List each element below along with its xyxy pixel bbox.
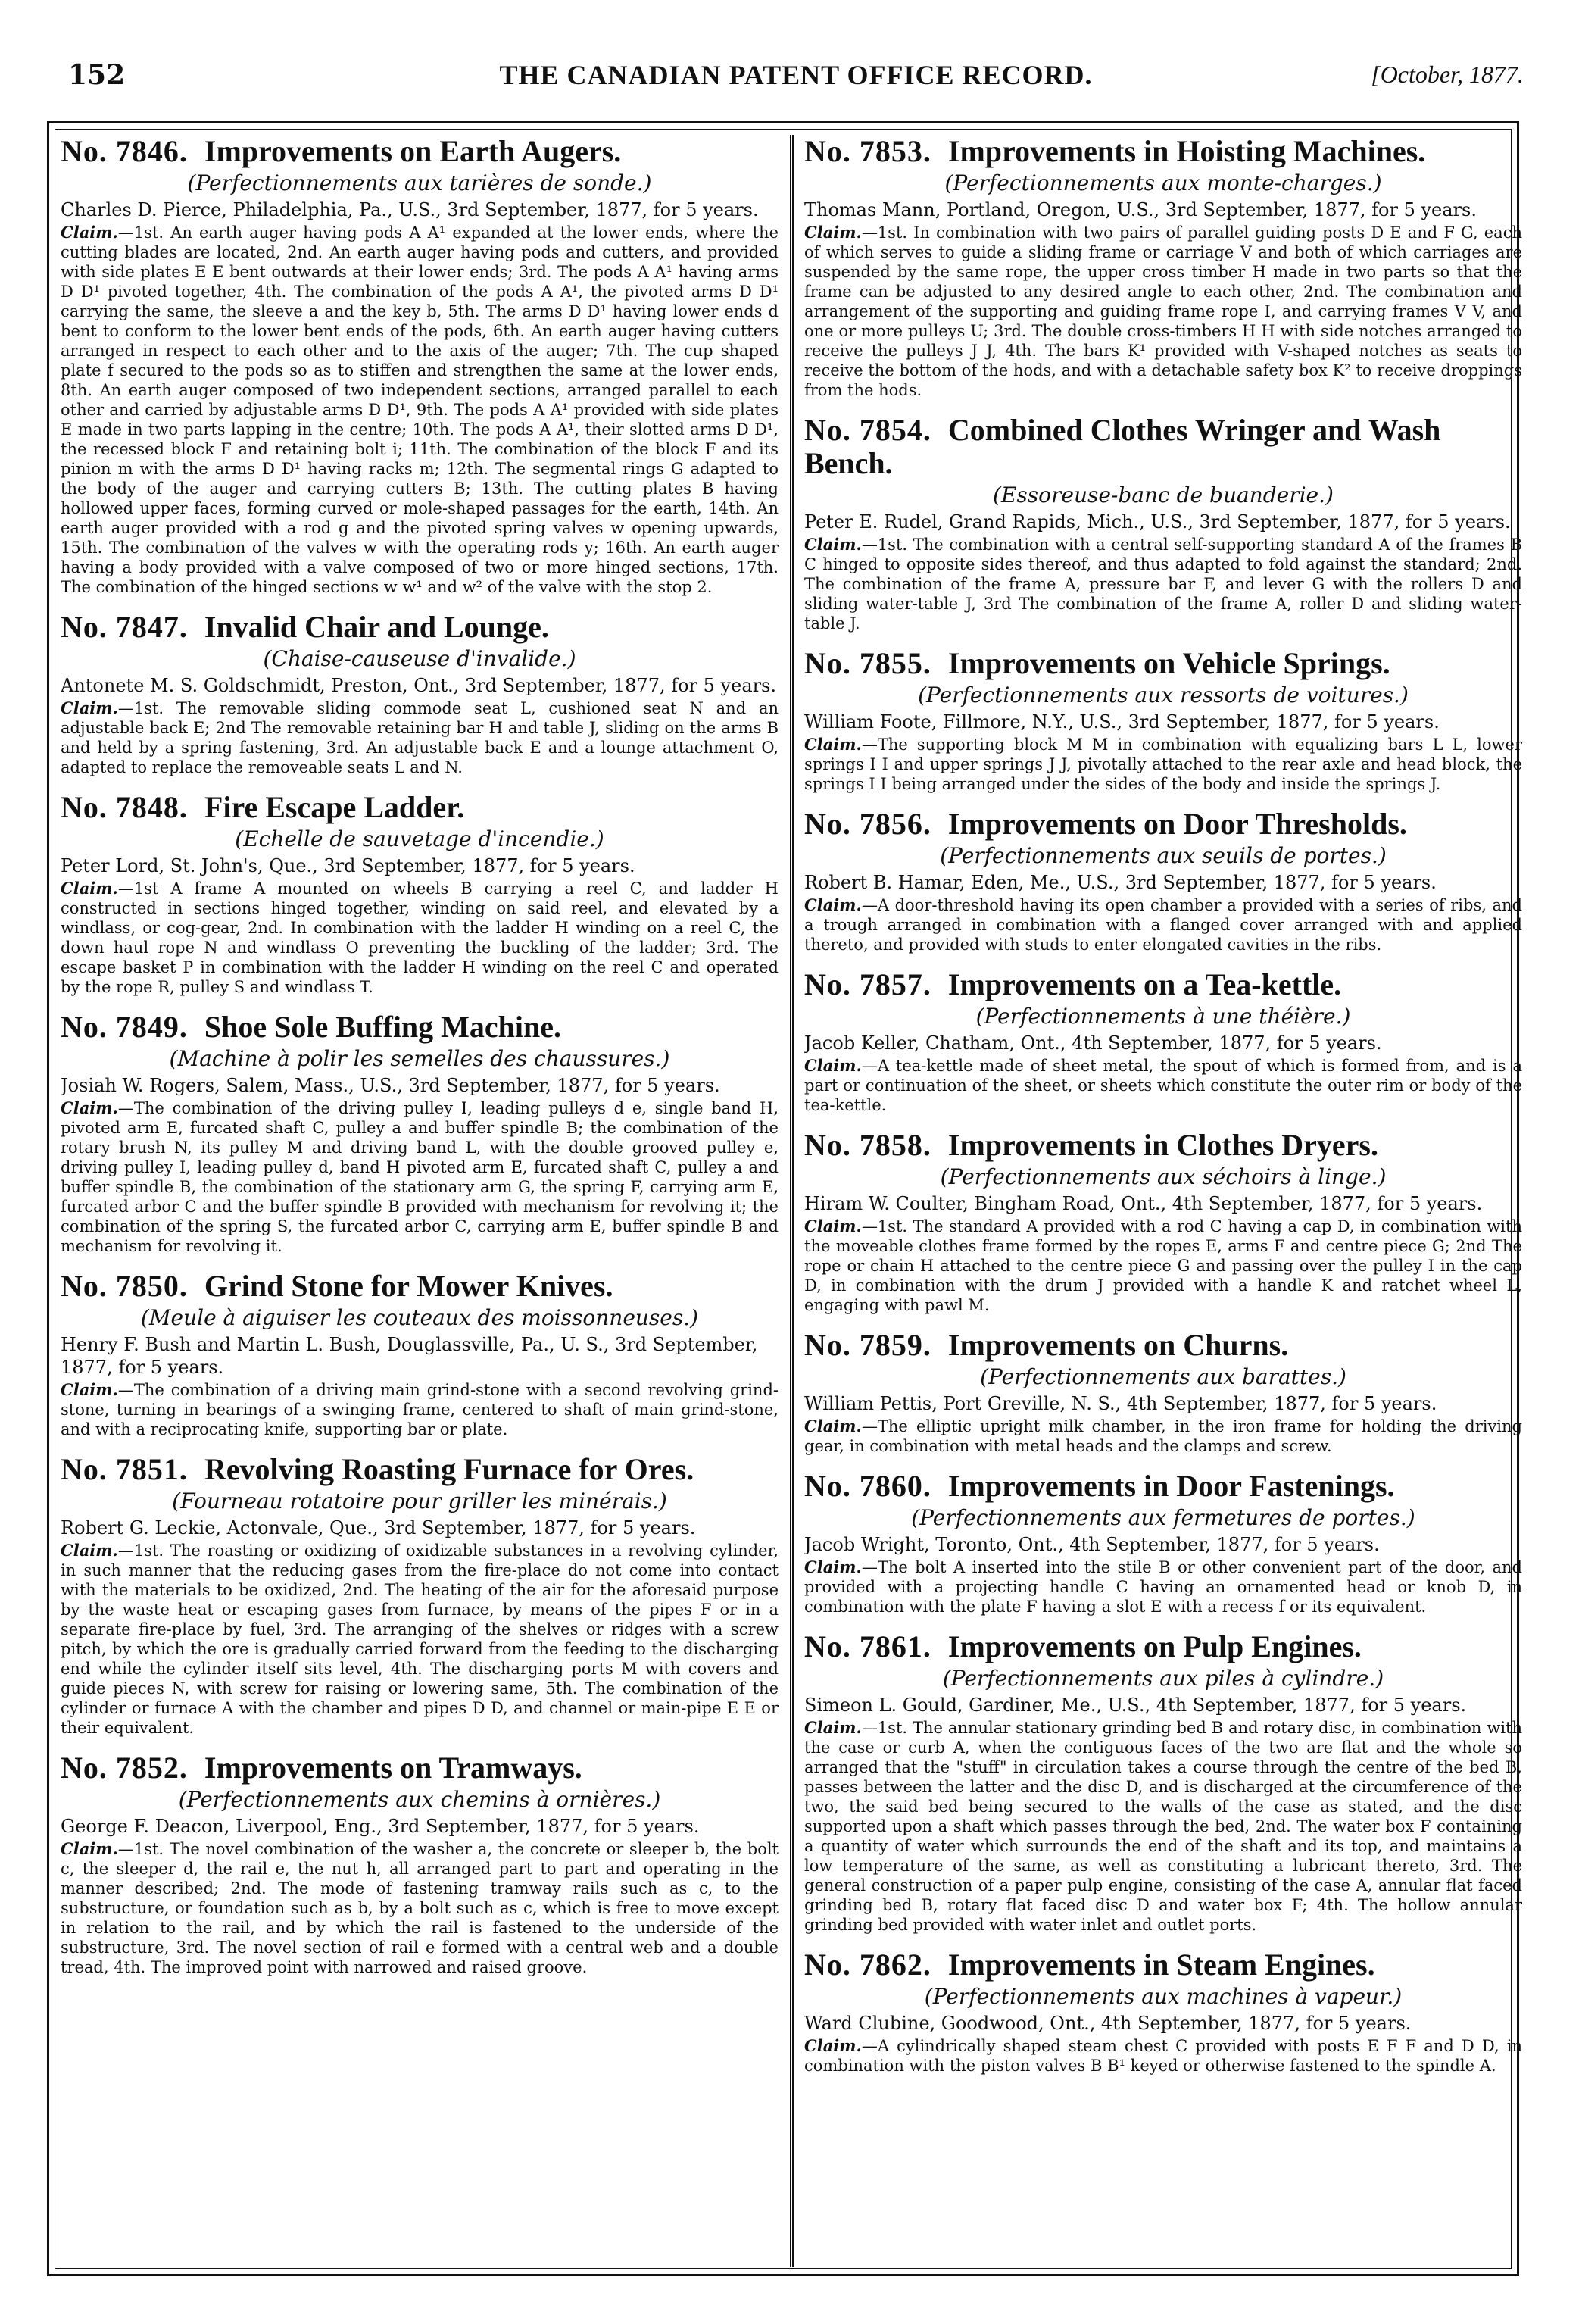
patent-number: No. 7854. [804,413,931,447]
claim-text [804,1056,1522,1115]
right-column [804,135,1522,2263]
french-title: (Echelle de sauvetage d'incendie.) [235,826,604,851]
patent-heading [804,968,1522,1001]
claim-label: Claim. [804,895,862,914]
claim-text [804,895,1522,954]
patentee-reference: Josiah W. Rogers, Salem, Mass., U.S., 3rd September, 1877, for 5 years. [61,1075,720,1096]
patent-number: No. 7848. [61,790,188,824]
french-title: (Perfectionnements aux machines à vapeur.) [924,1984,1403,2009]
patent-entry [804,1129,1522,1315]
claim-text [804,1417,1522,1456]
page-header [68,59,1524,102]
column-divider [790,135,794,2267]
patentee-reference: Jacob Wright, Toronto, Ont., 4th September, 1877, for 5 years. [804,1534,1380,1555]
issue-date: [October, 1877. [1371,61,1524,88]
patent-heading [804,1470,1522,1503]
patentee-reference: George F. Deacon, Liverpool, Eng., 3rd September, 1877, for 5 years. [61,1816,700,1837]
patent-title: Improvements on a Tea-kettle. [947,967,1342,1001]
french-title: (Fourneau rotatoire pour griller les minérais.) [172,1488,667,1513]
patent-title: Combined Clothes Wringer and Wash Bench. [804,413,1441,480]
patent-title: Improvements on Tramways. [204,1751,582,1785]
claim-body: —1st. An earth auger having pods A A¹ expanded at the lower ends, where the cutting blades are located, 2nd. An earth auger having pods and cutters, and provided with side plates E E bent outwards at their lower ends; 3rd. The pods A A¹ having arms D D¹ pivoted together, 4th. The combination of the pods A A¹, the pivoted arms D D¹ carrying the same, the sleeve a and the key b, 5th. The arms D D¹ having lower ends d bent to conform to the lower bent ends of the pods, 6th. An earth auger having cutters arranged in respect to each other and to the axis of the auger; 7th. The cup shaped plate f secured to the pods so as to stiffen and strengthen the same at the lower ends, 8th. An earth auger composed of two independent sections, arranged parallel to each other and carried by adjustable arms D D¹, 9th. The pods A A¹ provided with side plates E made in two parts lapping in the centre; 10th. The pods A A¹, their slotted arms D D¹, the recessed block F and retaining bolt i; 11th. The combination of the block F and its pinion m with the arms D D¹ having racks m; 12th. The segmental rings G adapted to the body of the auger and carrying cutters B; 13th. The cutting plates B having hollowed upper faces, forming curved or mole-shaped passages for the earth, 14th. An earth auger provided with a rod g and the pivoted spring valves w opening upwards, 15th. The combination of the valves w with the operating rods y; 16th. An earth auger having a body provided with a valve composed of two or more hinged sections, 17th. The combination of the hinged sections w w¹ and w² of the valve with the stop 2. [61,223,779,596]
claim-label: Claim. [804,535,862,554]
french-title: (Perfectionnements aux piles à cylindre.) [942,1666,1384,1691]
french-title: (Meule à aiguiser les couteaux des moissonneuses.) [140,1305,699,1330]
claim-text [61,223,779,597]
patent-number: No. 7857. [804,967,931,1001]
patent-entry [61,1751,779,1977]
french-title: (Perfectionnements aux tarières de sonde.) [187,170,652,195]
patentee-reference: Peter Lord, St. John's, Que., 3rd September, 1877, for 5 years. [61,855,635,876]
patentee-reference: Charles D. Pierce, Philadelphia, Pa., U.S., 3rd September, 1877, for 5 years. [61,199,759,220]
patent-heading [61,1453,779,1486]
claim-body: —A cylindrically shaped steam chest C provided with posts E F F and D D, in combination with the piston valves B B¹ keyed or otherwise fastened to the spindle A. [804,2037,1522,2075]
claim-body: —1st. The annular stationary grinding bed B and rotary disc, in combination with the case or curb A, when the contiguous faces of the two are flat and the whole so arranged that the "stuff" in circulation takes a course through the centre of the bed B, passes between the latter and the disc D, and is discharged at the circumference of the two, the said bed being secured to the walls of the case as stated, and the disc supported upon a shaft which passes through the bed, 2nd. The water box F containing a quantity of water which surrounds the end of the shaft and its top, and maintains a low temperature of the same, as well as constituting a lubricant thereto, 3rd. The general construction of a paper pulp engine, consisting of the case A, annular flat faced grinding bed B, rotary flat faced disc D and water box F; 4th. The hollow annular grinding bed provided with water inlet and outlet ports. [804,1719,1522,1934]
patent-title: Grind Stone for Mower Knives. [204,1269,613,1303]
patent-entry [61,791,779,997]
claim-text [61,1541,779,1738]
claim-label: Claim. [804,735,862,754]
french-title: (Machine à polir les semelles des chaussures.) [169,1046,670,1071]
patent-number: No. 7846. [61,135,188,168]
patent-entry [61,1270,779,1439]
claim-body: —The elliptic upright milk chamber, in the iron frame for holding the driving gear, in combination with metal heads and the clamps and screw. [804,1417,1522,1455]
claim-body: —The supporting block M M in combination with equalizing bars L L, lower springs I I and upper springs J J, pivotally attached to the rear axle and head block, the springs I I being arranged under the sides of the body and inside the springs J. [804,736,1522,793]
patent-entry [61,611,779,777]
patentee-reference: Henry F. Bush and Martin L. Bush, Douglassville, Pa., U. S., 3rd September, 1877, for 5 years. [61,1334,758,1378]
french-title: (Perfectionnements aux chemins à ornières.) [178,1787,661,1812]
patent-number: No. 7858. [804,1128,931,1162]
french-title: (Perfectionnements aux seuils de portes.) [940,843,1387,868]
patent-title: Fire Escape Ladder. [204,790,465,824]
claim-body: —The bolt A inserted into the stile B or other convenient part of the door, and provided with a projecting handle C having an ornamented head or knob D, in combination with the plate F having a slot E with a recess f or its equivalent. [804,1558,1522,1616]
patent-heading [804,135,1522,168]
patentee-reference: Robert B. Hamar, Eden, Me., U.S., 3rd September, 1877, for 5 years. [804,872,1437,893]
claim-label: Claim. [804,223,862,242]
patent-title: Improvements on Door Thresholds. [947,807,1407,841]
claim-label: Claim. [61,1098,118,1117]
patent-heading [61,611,779,644]
claim-body: —The combination of the driving pulley I, leading pulleys d e, single band H, pivoted arm E, furcated shaft C, pulley a and buffer spindle B; the combination of the rotary brush N, its pulley M and driving band L, with the double grooved pulley e, driving pulley I, leading pulley d, band H pivoted arm E, furcated shaft C, pulley a and buffer spindle B, the combination of the stationary arm G, the spring F, carrying arm E, furcated arbor C and the buffer spindle B provided with mechanism for revolving it; the combination of the spring S, the furcated arbor C, carrying arm E, buffer spindle B and mechanism for revolving it. [61,1099,779,1255]
patent-entry [61,135,779,597]
page-number: 152 [68,59,126,91]
patent-number: No. 7849. [61,1010,188,1044]
claim-label: Claim. [804,2036,862,2055]
claim-label: Claim. [804,1557,862,1576]
patent-heading [61,1751,779,1785]
claim-label: Claim. [61,223,118,242]
patent-number: No. 7855. [804,646,931,680]
french-title: (Perfectionnements à une théière.) [975,1004,1351,1029]
patent-heading [804,1630,1522,1663]
claim-label: Claim. [804,1417,862,1435]
claim-text [61,879,779,997]
claim-label: Claim. [61,698,118,717]
patent-entry [804,1630,1522,1935]
patent-title: Improvements on Pulp Engines. [947,1629,1362,1663]
patent-number: No. 7853. [804,135,931,168]
patent-number: No. 7852. [61,1751,188,1785]
patent-title: Improvements on Vehicle Springs. [947,646,1390,680]
patent-title: Invalid Chair and Lounge. [204,610,549,644]
patentee-reference: Hiram W. Coulter, Bingham Road, Ont., 4th September, 1877, for 5 years. [804,1193,1483,1214]
patent-heading [804,647,1522,680]
claim-body: —1st. In combination with two pairs of parallel guiding posts D E and F G, each of which serves to guide a sliding frame or carriage V and both of which carriages are suspended by the same rope, the upper cross timber H made in two parts so that the frame can be adjusted to any desired angle to each other, 2nd. The combination and arrangement of the supporting and guiding frame rope I, and carrying frames V V, and one or more pulleys U; 3rd. The double cross-timbers H H with side notches arranged to receive the pulleys J J, 4th. The bars K¹ provided with V-shaped notches as seats to receive the bottom of the hods, and with a detachable safety box K² to receive droppings from the hods. [804,223,1522,399]
patent-number: No. 7861. [804,1629,931,1663]
claim-body: —1st. The standard A provided with a rod C having a cap D, in combination with the moveable clothes frame formed by the ropes E, arms F and centre piece G; 2nd The rope or chain H attached to the centre piece G and passing over the pulley I in the cap D, in combination with the drum J provided with a handle K and ratchet wheel L, engaging with pawl M. [804,1217,1522,1314]
patent-heading [61,1011,779,1044]
patent-title: Improvements on Earth Augers. [204,135,622,168]
claim-label: Claim. [804,1718,862,1737]
claim-text [61,1098,779,1256]
claim-body: —1st. The roasting or oxidizing of oxidizable substances in a revolving cylinder, in such manner that the reducing gases from the fire-place do not come into contact with the materials to be oxidized, 2nd. The heating of the air for the aforesaid purpose by the waste heat or escaping gases from furnace, by means of the pipes F or in a separate fire-place by fuel, 3rd. The arranging of the shelves or ridges with a screw pitch, by which the ore is gradually carried forward from the feeding to the discharging end while the cylinder itself sits level, 4th. The discharging ports M with covers and guide pieces N, with screw for raising or lowering same, 5th. The combination of the cylinder or furnace A with the chamber and pipes D D, and channel or main-pipe E E or their equivalent. [61,1542,779,1737]
patent-heading [61,135,779,168]
claim-text [804,2036,1522,2076]
patent-heading [804,1329,1522,1362]
patent-entry [61,1453,779,1738]
french-title: (Perfectionnements aux barattes.) [980,1364,1346,1389]
patentee-reference: Simeon L. Gould, Gardiner, Me., U.S., 4th September, 1877, for 5 years. [804,1695,1467,1716]
claim-body: —The combination of a driving main grind-stone with a second revolving grind-stone, turning in bearings of a swinging frame, centered to shaft of main grind-stone, and with a reciprocating knife, supporting bar or plate. [61,1381,779,1438]
patent-heading [804,414,1522,480]
patentee-reference: Robert G. Leckie, Actonvale, Que., 3rd September, 1877, for 5 years. [61,1517,696,1538]
patentee-reference: William Pettis, Port Greville, N. S., 4th September, 1877, for 5 years. [804,1393,1437,1414]
french-title: (Perfectionnements aux monte-charges.) [944,170,1382,195]
patent-title: Shoe Sole Buffing Machine. [204,1010,562,1044]
patent-entry [61,1011,779,1256]
patent-heading [61,791,779,824]
claim-label: Claim. [61,1541,118,1560]
claim-label: Claim. [61,879,118,898]
patent-entry [804,968,1522,1115]
french-title: (Perfectionnements aux séchoirs à linge.) [940,1164,1387,1189]
claim-text [61,698,779,777]
left-column [61,135,779,2263]
patent-title: Revolving Roasting Furnace for Ores. [204,1452,694,1486]
patentee-reference: Ward Clubine, Goodwood, Ont., 4th September, 1877, for 5 years. [804,2013,1412,2034]
patent-entry [804,135,1522,400]
patent-title: Improvements in Door Fastenings. [947,1469,1395,1503]
claim-body: —1st. The novel combination of the washer a, the concrete or sleeper b, the bolt c, the sleeper d, the rail e, the nut h, all arranged part to part and operating in the manner described; 2nd. The mode of fastening tramway rails such as c, to the substructure, or foundation such as b, by a bolt such as c, which is free to move except in relation to the rail, and by which the rail is fastened to the underside of the substructure, 3rd. The novel section of rail e formed with a central web and a double tread, 4th. The improved point with narrowed and raised groove. [61,1840,779,1976]
claim-label: Claim. [804,1056,862,1075]
claim-body: —A tea-kettle made of sheet metal, the spout of which is formed from, and is a part or continuation of the sheet, or sheets which constitute the outer rim or body of the tea-kettle. [804,1057,1522,1114]
patentee-reference: Antonete M. S. Goldschmidt, Preston, Ont., 3rd September, 1877, for 5 years. [61,675,777,696]
patent-heading [804,1129,1522,1162]
patent-title: Improvements in Clothes Dryers. [947,1128,1378,1162]
patent-number: No. 7856. [804,807,931,841]
claim-text [61,1839,779,1977]
patent-entry [804,414,1522,633]
patent-heading [61,1270,779,1303]
french-title: (Perfectionnements aux ressorts de voitures.) [918,683,1409,708]
claim-text [804,1718,1522,1935]
patent-number: No. 7862. [804,1948,931,1982]
patent-heading [804,1948,1522,1982]
patent-heading [804,807,1522,841]
claim-body: —1st. The combination with a central self-supporting standard A of the frames B C hinged to opposite sides thereof, and thus adapted to fold against the standard; 2nd. The combination of the frame A, pressure bar F, and lever G with the rollers D and sliding water-table J, 3rd The combination of the frame A, roller D and sliding water-table J. [804,536,1522,633]
patent-entry [804,1470,1522,1616]
patent-title: Improvements on Churns. [947,1328,1289,1362]
patent-number: No. 7859. [804,1328,931,1362]
french-title: (Chaise-causeuse d'invalide.) [263,646,576,671]
patentee-reference: Peter E. Rudel, Grand Rapids, Mich., U.S., 3rd September, 1877, for 5 years. [804,511,1511,533]
claim-text [61,1380,779,1439]
patent-entry [804,1948,1522,2076]
claim-text [804,223,1522,400]
french-title: (Perfectionnements aux fermetures de portes.) [911,1505,1415,1530]
patent-entry [804,647,1522,794]
patent-entry [804,807,1522,954]
claim-text [804,535,1522,633]
patentee-reference: Jacob Keller, Chatham, Ont., 4th September, 1877, for 5 years. [804,1032,1382,1054]
french-title: (Essoreuse-banc de buanderie.) [993,483,1334,508]
patent-number: No. 7847. [61,610,188,644]
patent-entry [804,1329,1522,1456]
claim-text [804,1557,1522,1616]
claim-label: Claim. [61,1839,118,1858]
claim-body: —A door-threshold having its open chamber a provided with a series of ribs, and a trough arranged in combination with a flanged cover arranged with and applied thereto, and provided with studs to enter elongated cavities in the ribs. [804,896,1522,954]
patent-title: Improvements in Hoisting Machines. [947,135,1426,168]
patent-number: No. 7851. [61,1452,188,1486]
claim-text [804,735,1522,794]
patentee-reference: William Foote, Fillmore, N.Y., U.S., 3rd September, 1877, for 5 years. [804,711,1440,732]
claim-label: Claim. [804,1217,862,1235]
claim-text [804,1217,1522,1315]
claim-label: Claim. [61,1380,118,1399]
publication-title: THE CANADIAN PATENT OFFICE RECORD. [499,60,1093,90]
claim-body: —1st A frame A mounted on wheels B carrying a reel C, and ladder H constructed in sections hinged together, winding on said reel, and elevated by a windlass, or cog-gear, 2nd. In combination with the ladder H winding on a reel C, the down haul rope N and windlass O preventing the buckling of the ladder; 3rd. The escape basket P in combination with the ladder H winding on the reel C and operated by the rope R, pulley S and windlass T. [61,879,779,996]
patent-number: No. 7850. [61,1269,188,1303]
patentee-reference: Thomas Mann, Portland, Oregon, U.S., 3rd September, 1877, for 5 years. [804,199,1477,220]
patent-number: No. 7860. [804,1469,931,1503]
patent-title: Improvements in Steam Engines. [947,1948,1375,1982]
claim-body: —1st. The removable sliding commode seat L, cushioned seat N and an adjustable back E; 2nd The removable retaining bar H and table J, sliding on the arms B and held by a spring fastening, 3rd. An adjustable back E and a lounge attachment O, adapted to replace the removeable seats L and N. [61,699,779,776]
